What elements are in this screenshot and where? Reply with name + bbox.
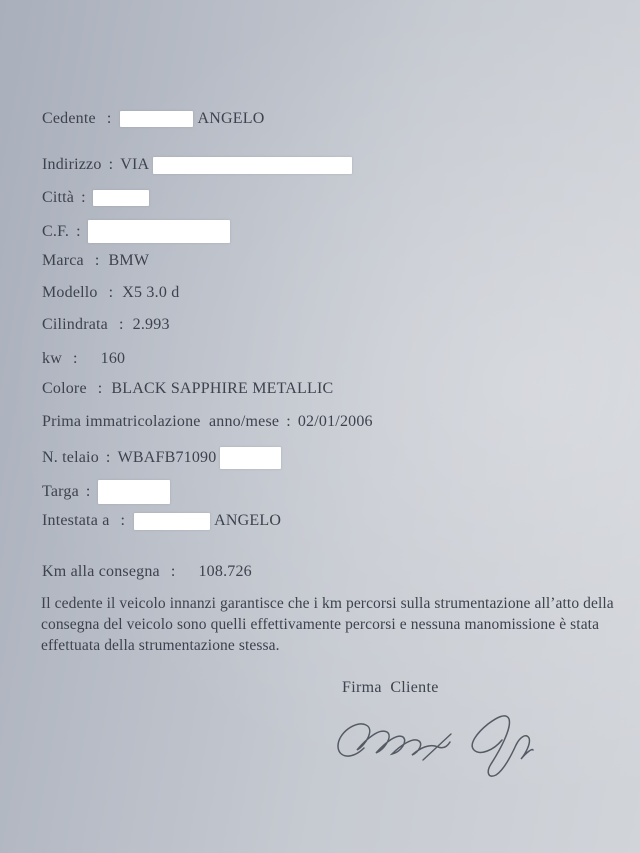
field-cilindrata: [42, 315, 170, 335]
field-modello: [42, 283, 179, 303]
field-value: ANGELO: [214, 512, 282, 529]
colon: :: [170, 563, 176, 580]
field-value: BMW: [108, 252, 150, 269]
redaction-box: [88, 220, 230, 243]
redaction-box: [98, 480, 170, 504]
field-value: 2.993: [132, 316, 170, 333]
colon: :: [120, 512, 126, 529]
field-cedente: [42, 109, 264, 129]
colon: :: [108, 156, 114, 173]
guarantee-paragraph: Il cedente il veicolo innanzi garantisce che i km percorsi sulla strumentazione all’atto della consegna del veicolo sono quelli effettivamente percorsi e nessuna manomissione è stata effettuata della strumentazione stessa.: [41, 595, 614, 654]
field-n-telaio: [42, 447, 281, 469]
field-label: Colore: [42, 380, 87, 397]
field-label: Targa: [42, 483, 79, 500]
signature-label: Firma Cliente: [342, 679, 439, 696]
field-marca: [42, 251, 149, 271]
colon: :: [85, 483, 91, 500]
field-value: X5 3.0 d: [122, 284, 180, 301]
colon: :: [81, 189, 86, 206]
colon: :: [106, 110, 112, 127]
field-label: Cedente: [42, 110, 96, 127]
field-label: C.F.: [42, 222, 70, 240]
redaction-box: [93, 190, 149, 206]
field-value: ANGELO: [197, 110, 265, 127]
colon: :: [105, 449, 111, 466]
field-label: Intestata a: [42, 512, 110, 529]
field-label: Cilindrata: [42, 316, 108, 333]
field-label: Prima immatricolazione anno/mese: [42, 413, 280, 430]
field-label: Indirizzo: [42, 156, 102, 173]
field-value: 108.726: [198, 563, 252, 580]
field-label: Città: [42, 189, 75, 206]
field-indirizzo: [42, 155, 352, 175]
customer-signature-icon: [330, 698, 535, 784]
colon: :: [118, 316, 124, 333]
field-value-prefix: VIA: [120, 156, 150, 173]
colon: :: [286, 413, 291, 430]
field-targa: [42, 480, 170, 504]
redaction-box: [153, 157, 352, 174]
field-label: kw: [42, 350, 62, 367]
field-value: 02/01/2006: [297, 413, 373, 430]
colon: :: [108, 284, 114, 301]
field-intestata: [42, 511, 281, 531]
field-cf: [42, 220, 230, 243]
colon: :: [76, 222, 81, 240]
colon: :: [94, 252, 100, 269]
colon: :: [97, 380, 103, 397]
field-km-consegna: [42, 562, 252, 582]
redaction-box: [220, 447, 281, 469]
colon: :: [72, 350, 78, 367]
field-label: Marca: [42, 252, 84, 269]
field-label: Modello: [42, 284, 98, 301]
field-value: BLACK SAPPHIRE METALLIC: [111, 380, 334, 397]
field-colore: [42, 379, 333, 399]
field-value: WBAFB71090: [117, 449, 217, 466]
field-prima-immatricolazione: [42, 412, 373, 432]
redaction-box: [134, 513, 210, 530]
redaction-box: [120, 111, 193, 127]
field-value: 160: [100, 350, 126, 367]
field-kw: [42, 349, 125, 369]
field-label: Km alla consegna: [42, 563, 160, 580]
field-citta: [42, 188, 149, 208]
field-label: N. telaio: [42, 449, 99, 466]
